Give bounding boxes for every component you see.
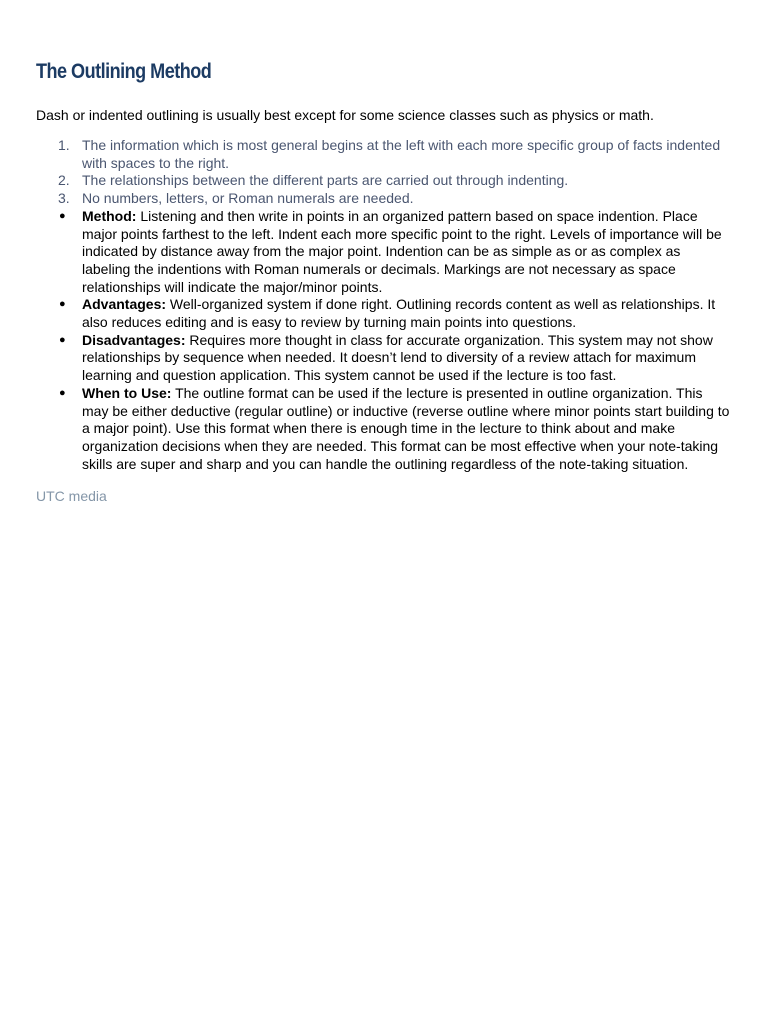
numbered-item-text: The relationships between the different parts are carried out through indenting. <box>82 172 569 189</box>
page-title: The Outlining Method <box>36 60 212 83</box>
list-number: 1. <box>58 137 70 153</box>
bullet-item-when-to-use <box>36 385 732 474</box>
bullet-item-advantages <box>36 296 732 331</box>
numbered-item-text: The information which is most general begins at the left with each more specific group of facts indented with spaces to the right. <box>82 137 721 171</box>
numbered-item-text: No numbers, letters, or Roman numerals are needed. <box>82 190 414 207</box>
bullet-term: Disadvantages: <box>82 331 186 348</box>
bullet-text: Well-organized system if done right. Outlining records content as well as relationships. It also reduces editing and is easy to review by turning main points into questions. <box>82 296 716 331</box>
bullet-icon: ● <box>59 209 66 222</box>
bullet-icon: ● <box>59 386 66 399</box>
outline-list <box>36 137 732 473</box>
bullet-icon: ● <box>59 333 66 346</box>
numbered-item <box>36 137 732 172</box>
bullet-item-disadvantages <box>36 332 732 385</box>
bullet-text: The outline format can be used if the lecture is presented in outline organization. This may be either deductive (regular outline) or inductive (reverse outline where minor points start building to a major point). Use this format when there is enough time in the lecture to think about and make organization decisions when they are needed. This format can be most effective when your note-taking skills are super and sharp and you can handle the outlining regardless of the note-taking situation. <box>82 384 730 472</box>
bullet-term: When to Use: <box>82 384 172 401</box>
numbered-item <box>36 172 732 190</box>
numbered-item <box>36 190 732 208</box>
list-number: 2. <box>58 172 70 189</box>
document-page <box>36 56 732 505</box>
bullet-term: Method: <box>82 207 137 224</box>
bullet-item-method <box>36 208 732 297</box>
bullet-text: Requires more thought in class for accurate organization. This system may not show relationships by sequence when needed. It doesn’t lend to diversity of a review attach for maximum learning and question application. This system cannot be used if the lecture is too fast. <box>82 331 713 384</box>
list-number: 3. <box>58 190 70 207</box>
footer-credit: UTC media <box>36 488 107 505</box>
bullet-term: Advantages: <box>82 296 167 313</box>
intro-paragraph: Dash or indented outlining is usually best except for some science classes such as physics or math. <box>36 107 654 123</box>
bullet-text: Listening and then write in points in an organized pattern based on space indention. Place major points farthest to the left. Indent each more specific point to the right. Levels of importance will be indicated by distance away from the major point. Indention can be as simple as or as complex as labeling the indentions with Roman numerals or decimals. Markings are not necessary as space relationships will indicate the major/minor points. <box>82 207 722 295</box>
bullet-icon: ● <box>59 298 66 311</box>
